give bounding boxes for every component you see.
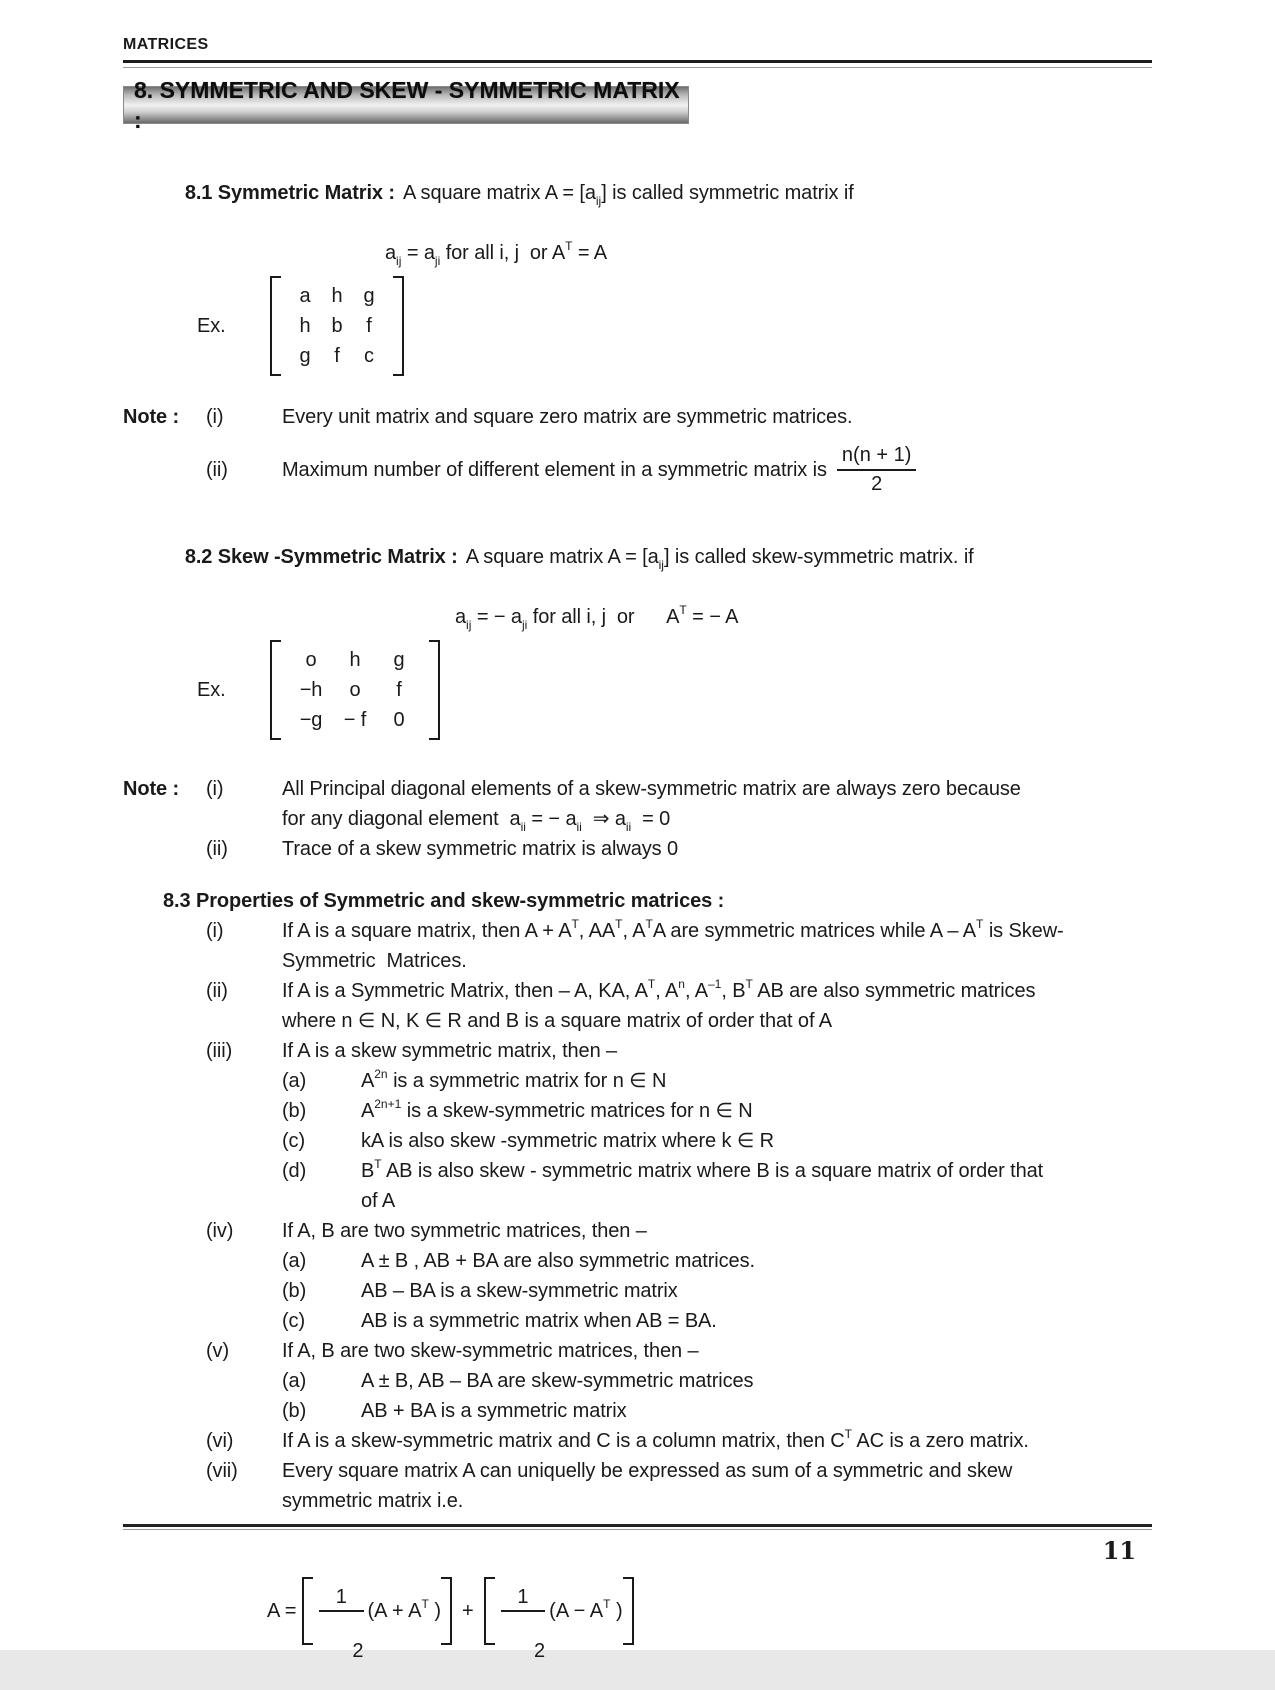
- list-subitem: [282, 1276, 1152, 1306]
- plus-operator: +: [462, 1600, 474, 1622]
- note81-item2: [123, 442, 1152, 498]
- right-square-bracket: [623, 1577, 634, 1645]
- sec81-example-label: Ex.: [197, 315, 226, 337]
- fraction-numerator: n(n + 1): [837, 442, 916, 471]
- list-subitem: [282, 1306, 1152, 1336]
- item-text: If A is a skew symmetric matrix, then –: [282, 1040, 618, 1062]
- subitem-num: (a): [282, 1370, 307, 1392]
- subitem-text: $A^{2n+1}$ is a skew-symmetric matrices for n ∈ N: [361, 1097, 753, 1122]
- note81-label: Note :: [123, 406, 180, 428]
- list-item: [206, 916, 1152, 946]
- note82-item1-line1: All Principal diagonal elements of a skew-symmetric matrix are always zero because: [282, 778, 1021, 800]
- sec81-condition: $a_{ij} = a_{ji}$ for all i, j or $A^T = A$: [385, 239, 608, 268]
- list-subitem: [282, 1156, 1152, 1186]
- header-rule-thick: [123, 60, 1152, 63]
- sec81-heading-line: [163, 148, 1152, 238]
- list-item: [206, 1336, 1152, 1366]
- subitem-text: AB – BA is a skew-symmetric matrix: [361, 1280, 678, 1302]
- note82-label: Note :: [123, 778, 180, 800]
- formula-expr1: ($A + A^T$ ): [367, 1597, 441, 1622]
- item-text: If A is a square matrix, then $A + A^T$, $AA^T$, $A^TA$ are symmetric matrices while A – $A^T$ is Skew-: [282, 917, 1064, 942]
- list-item-cont: [206, 946, 1152, 976]
- item-num: (vii): [206, 1460, 238, 1482]
- note81-item2-fraction: [837, 442, 916, 498]
- doc-title: MATRICES: [123, 36, 209, 53]
- subitem-num: (c): [282, 1130, 306, 1152]
- item-text: symmetric matrix i.e.: [282, 1490, 464, 1512]
- formula-lhs: A =: [267, 1600, 303, 1622]
- note82-item2-text: Trace of a skew symmetric matrix is always 0: [282, 838, 679, 860]
- note81-item2-num: (ii): [206, 459, 228, 481]
- list-item: [206, 1036, 1152, 1066]
- subitem-text: $B^T$ AB is also skew - symmetric matrix where B is a square matrix of order that: [361, 1157, 1044, 1182]
- subitem-num: (b): [282, 1400, 307, 1422]
- subitem-text: of A: [361, 1190, 396, 1212]
- fraction-numerator: 1: [319, 1584, 363, 1612]
- list-subitem: [282, 1246, 1152, 1276]
- note81-item1-num: (i): [206, 406, 224, 428]
- item-text: where n ∈ N, K ∈ R and B is a square matrix of order that of A: [282, 1010, 833, 1032]
- item-text: Symmetric Matrices.: [282, 950, 467, 972]
- list-item-cont: [206, 1486, 1152, 1516]
- list-item: [206, 1216, 1152, 1246]
- item-num: (iv): [206, 1220, 234, 1242]
- section-title-label: 8. SYMMETRIC AND SKEW - SYMMETRIC MATRIX :: [134, 77, 680, 133]
- item-text: If A is a skew-symmetric matrix and C is a column matrix, then $C^T$ AC is a zero matrix.: [282, 1427, 1029, 1452]
- matrix-left-bracket: [270, 276, 281, 376]
- list-item: [206, 976, 1152, 1006]
- list-subitem-cont: [206, 1186, 1152, 1216]
- matrix-left-bracket: [270, 640, 281, 740]
- footer-rule-thin: [123, 1529, 1152, 1530]
- item-text: If A, B are two skew-symmetric matrices, then –: [282, 1340, 699, 1362]
- note82-item2-num: (ii): [206, 838, 228, 860]
- item-text: If A is a Symmetric Matrix, then – A, KA, $A^T$, $A^n$, $A^{-1}$, $B^T$ AB are also symmetric matrices: [282, 977, 1036, 1002]
- sec81-example: [197, 276, 1152, 376]
- item-text: If A, B are two symmetric matrices, then –: [282, 1220, 647, 1242]
- item-num: (iii): [206, 1040, 233, 1062]
- subitem-text: A ± B, AB – BA are skew-symmetric matrices: [361, 1370, 754, 1392]
- subitem-num: (c): [282, 1310, 306, 1332]
- sec83-list: [206, 916, 1152, 1516]
- note82-item2: [123, 834, 1152, 864]
- note81-item1: [123, 402, 1152, 432]
- item-num: (v): [206, 1340, 230, 1362]
- matrix-right-bracket: [393, 276, 404, 376]
- page-footer: [123, 1524, 1152, 1564]
- sec82-example-label: Ex.: [197, 679, 226, 701]
- sec82-example: [197, 640, 1152, 740]
- item-text: Every square matrix A can uniquelly be expressed as sum of a symmetric and skew: [282, 1460, 1013, 1482]
- subitem-num: (a): [282, 1070, 307, 1092]
- note82-item1-cont: [123, 804, 1152, 834]
- note81-item1-text: Every unit matrix and square zero matrix are symmetric matrices.: [282, 406, 853, 428]
- sec83-heading: 8.3 Properties of Symmetric and skew-symmetric matrices :: [163, 890, 725, 912]
- formula-expr2: ($A - A^T$ ): [549, 1597, 623, 1622]
- right-square-bracket: [441, 1577, 452, 1645]
- subitem-text: AB is a symmetric matrix when AB = BA.: [361, 1310, 717, 1332]
- fraction-denominator: 2: [871, 473, 883, 495]
- section-title-bar: [123, 77, 689, 133]
- list-subitem: [282, 1066, 1152, 1096]
- note82-item1-line2: for any diagonal element $a_{ii}$ = − $a_{ii}$ ⇒ $a_{ii} = 0$: [282, 808, 671, 834]
- fraction-denominator: 2: [534, 1640, 546, 1662]
- list-item: [206, 1426, 1152, 1456]
- list-subitem: [282, 1096, 1152, 1126]
- note82-item1: [123, 774, 1152, 804]
- subitem-text: AB + BA is a symmetric matrix: [361, 1400, 627, 1422]
- sec82-heading: 8.2 Skew -Symmetric Matrix :: [184, 546, 458, 568]
- sec82-intro: A square matrix $A = [a_{ij}]$ is called skew-symmetric matrix. if: [465, 546, 974, 572]
- subitem-num: (d): [282, 1160, 307, 1182]
- subitem-num: (a): [282, 1250, 307, 1272]
- sec82-matrix: [270, 640, 440, 740]
- note82-item1-num: (i): [206, 778, 224, 800]
- left-square-bracket: [302, 1577, 313, 1645]
- subitem-num: (b): [282, 1280, 307, 1302]
- matrix-right-bracket: [429, 640, 440, 740]
- subitem-num: (b): [282, 1100, 307, 1122]
- footer-rule-thick: [123, 1524, 1152, 1527]
- item-num: (i): [206, 920, 224, 942]
- header-rule-thin: [123, 67, 1152, 68]
- subitem-text: $A^{2n}$ is a symmetric matrix for n ∈ N: [361, 1067, 667, 1092]
- sec81-heading: 8.1 Symmetric Matrix :: [184, 182, 395, 204]
- fraction-denominator: 2: [352, 1640, 364, 1662]
- item-num: (ii): [206, 980, 228, 1002]
- list-subitem: [282, 1126, 1152, 1156]
- list-subitem: [282, 1366, 1152, 1396]
- subitem-text: A ± B , AB + BA are also symmetric matrices.: [361, 1250, 755, 1272]
- sec82-condition: $a_{ij}$ = − $a_{ji}$ for all i, j or $A^T$ = − A: [455, 603, 739, 632]
- sec81-matrix: [270, 276, 404, 376]
- sec81-matrix-body: a h g h b f g f c: [299, 285, 375, 367]
- list-subitem: [282, 1396, 1152, 1426]
- sec82-matrix-body: o h g −h o f −g − f 0: [299, 649, 405, 731]
- list-item-cont: [206, 1006, 1152, 1036]
- list-item: [206, 1456, 1152, 1486]
- note81-item2-text: Maximum number of different element in a symmetric matrix is: [282, 459, 827, 481]
- sec81-intro: A square matrix $A = [a_{ij}]$ is called symmetric matrix if: [402, 182, 854, 208]
- item-num: (vi): [206, 1430, 234, 1452]
- left-square-bracket: [484, 1577, 495, 1645]
- fraction-numerator: 1: [501, 1584, 545, 1612]
- sec82-heading-line: [163, 512, 1152, 602]
- page-number: 11: [1102, 1536, 1136, 1565]
- subitem-text: kA is also skew -symmetric matrix where k ∈ R: [361, 1130, 774, 1152]
